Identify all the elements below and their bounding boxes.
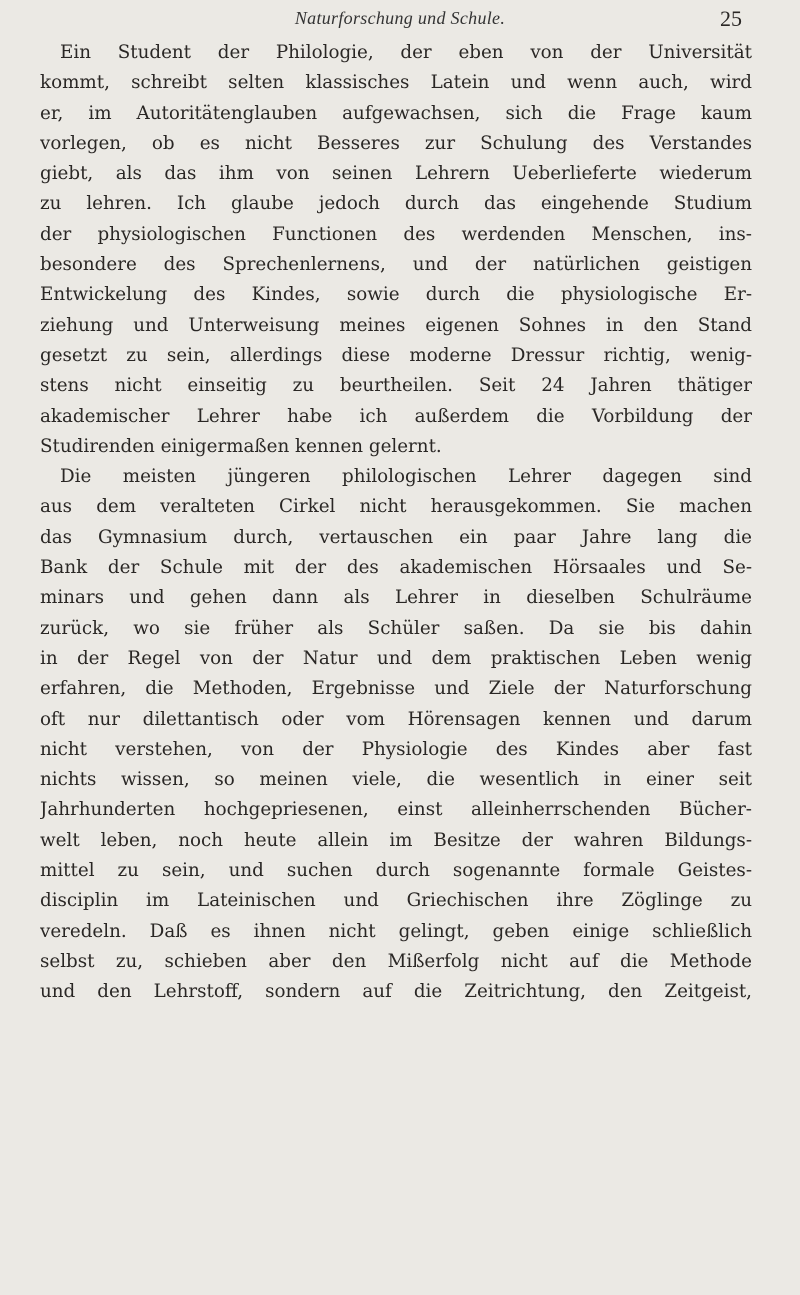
text-line: erfahren, die Methoden, Ergebnisse und Ziele der Naturforschung xyxy=(40,678,752,700)
text-line: Entwickelung des Kindes, sowie durch die physiologische Er- xyxy=(40,284,752,306)
paragraph-1 xyxy=(40,38,752,462)
text-line: veredeln. Daß es ihnen nicht gelingt, geben einige schließlich xyxy=(40,920,752,942)
text-line: er, im Autoritätenglauben aufgewachsen, sich die Frage kaum xyxy=(40,102,752,124)
text-line: in der Regel von der Natur und dem praktischen Leben wenig xyxy=(40,647,752,669)
text-line: vorlegen, ob es nicht Besseres zur Schulung des Verstandes xyxy=(40,132,752,154)
text-line: welt leben, noch heute allein im Besitze der wahren Bildungs- xyxy=(40,829,752,851)
text-line: Studirenden einigermaßen kennen gelernt. xyxy=(40,435,442,457)
text-line: selbst zu, schieben aber den Mißerfolg nicht auf die Methode xyxy=(40,950,752,972)
text-line: nicht verstehen, von der Physiologie des Kindes aber fast xyxy=(40,738,752,760)
text-line: Jahrhunderten hochgepriesenen, einst alleinherrschenden Bücher- xyxy=(40,799,752,821)
text-line: stens nicht einseitig zu beurtheilen. Seit 24 Jahren thätiger xyxy=(40,375,752,397)
text-line: besondere des Sprechenlernens, und der natürlichen geistigen xyxy=(40,254,752,276)
text-line: Die meisten jüngeren philologischen Lehrer dagegen sind xyxy=(60,466,752,488)
text-line: mittel zu sein, und suchen durch sogenannte formale Geistes- xyxy=(40,860,752,882)
text-line: das Gymnasium durch, vertauschen ein paar Jahre lang die xyxy=(40,526,752,548)
text-line: der physiologischen Functionen des werdenden Menschen, ins- xyxy=(40,223,752,245)
text-line: akademischer Lehrer habe ich außerdem die Vorbildung der xyxy=(40,405,752,427)
running-head xyxy=(0,6,800,36)
page-number: 25 xyxy=(720,6,742,31)
body-text xyxy=(40,38,752,1008)
text-line: oft nur dilettantisch oder vom Hörensagen kennen und darum xyxy=(40,708,752,730)
text-line: nichts wissen, so meinen viele, die wesentlich in einer seit xyxy=(40,769,752,791)
text-line: giebt, als das ihm von seinen Lehrern Ueberlieferte wiederum xyxy=(40,163,752,185)
text-line: Bank der Schule mit der des akademischen Hörsaales und Se- xyxy=(40,557,752,579)
text-line: kommt, schreibt selten klassisches Latein und wenn auch, wird xyxy=(40,72,752,94)
paragraph-2 xyxy=(40,462,752,1007)
text-line: ziehung und Unterweisung meines eigenen Sohnes in den Stand xyxy=(40,314,752,336)
text-line: zu lehren. Ich glaube jedoch durch das eingehende Studium xyxy=(40,193,752,215)
text-line: gesetzt zu sein, allerdings diese moderne Dressur richtig, wenig- xyxy=(40,344,752,366)
text-line: und den Lehrstoff, sondern auf die Zeitrichtung, den Zeitgeist, xyxy=(40,981,752,1003)
text-line: minars und gehen dann als Lehrer in dieselben Schulräume xyxy=(40,587,752,609)
text-line: aus dem veralteten Cirkel nicht herausgekommen. Sie machen xyxy=(40,496,752,518)
text-line: disciplin im Lateinischen und Griechischen ihre Zöglinge zu xyxy=(40,890,752,912)
running-title: Naturforschung und Schule. xyxy=(294,8,506,28)
text-line: zurück, wo sie früher als Schüler saßen. Da sie bis dahin xyxy=(40,617,752,639)
text-line: Ein Student der Philologie, der eben von der Universität xyxy=(60,42,752,63)
